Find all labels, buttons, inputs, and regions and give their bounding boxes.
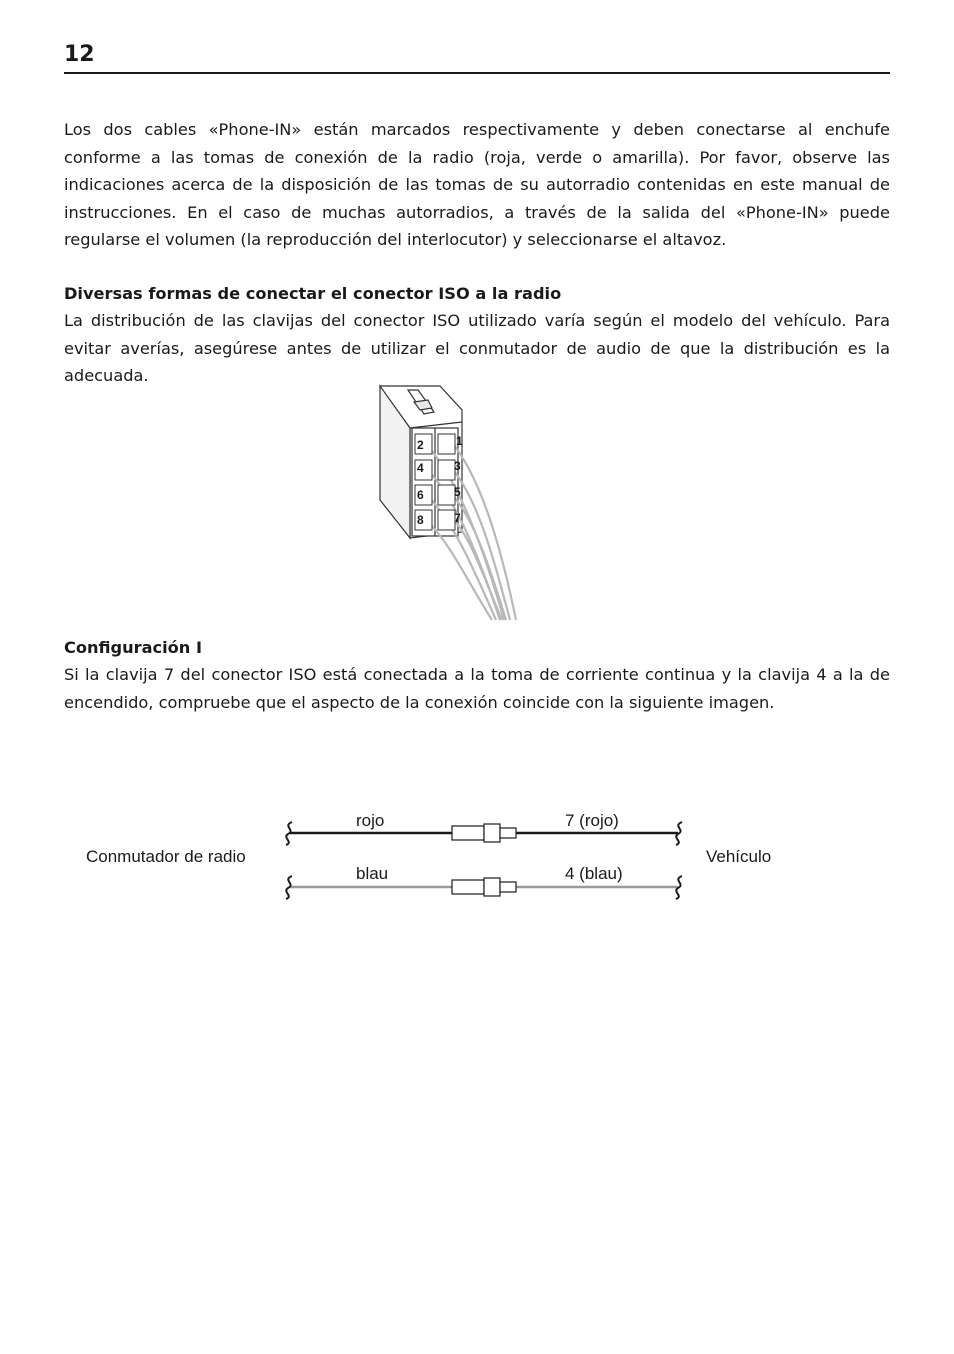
wire1-plug: [452, 824, 516, 842]
wiring-diagram: [60, 790, 820, 920]
pin-label-4: 4: [417, 461, 424, 475]
iso-connector-figure: [370, 382, 530, 624]
page-number: 12: [64, 42, 95, 67]
config-paragraph: Si la clavija 7 del conector ISO está conectada a la toma de corriente continua y la clavija 4 a la de encendido, compruebe que el aspecto de la conexión coincide con la siguiente imagen.: [64, 665, 890, 712]
iso-paragraph: La distribución de las clavijas del conector ISO utilizado varía según el modelo del vehículo. Para evitar averías, asegúrese antes de utilizar el conmutador de audio de que la distribución es la adecuada.: [64, 311, 890, 385]
pin-label-1: 1: [456, 434, 463, 448]
intro-paragraph: Los dos cables «Phone-IN» están marcados respectivamente y deben conectarse al enchufe conforme a las tomas de conexión de la radio (roja, verde o amarilla). Por favor, observe las indicaciones acerca de la disposición de las tomas de su autorradio contenidas en este manual de instrucciones. En el caso de muchas autorradios, a través de la salida del «Phone-IN» puede regularse el volumen (la reproducción del interlocutor) y seleccionarse el altavoz.: [64, 120, 890, 249]
label-vehicle: Vehículo: [706, 847, 772, 866]
pin-label-5: 5: [454, 485, 461, 499]
section-heading-iso: Diversas formas de conectar el conector ISO a la radio: [64, 284, 562, 303]
pin-label-3: 3: [454, 459, 461, 473]
wire1-left-label: rojo: [356, 811, 385, 830]
wire2-left-label: blau: [356, 864, 389, 883]
label-radio-switch: Conmutador de radio: [86, 847, 246, 866]
wire1-right-label: 7 (rojo): [565, 811, 619, 830]
pin-label-6: 6: [417, 488, 424, 502]
pin-label-8: 8: [417, 513, 424, 527]
pin-label-2: 2: [417, 438, 424, 452]
header-rule: [64, 72, 890, 74]
section-heading-config: Configuración I: [64, 638, 202, 657]
wire2-right-label: 4 (blau): [565, 864, 623, 883]
wire2-plug: [452, 878, 516, 896]
pin-label-7: 7: [454, 511, 461, 525]
